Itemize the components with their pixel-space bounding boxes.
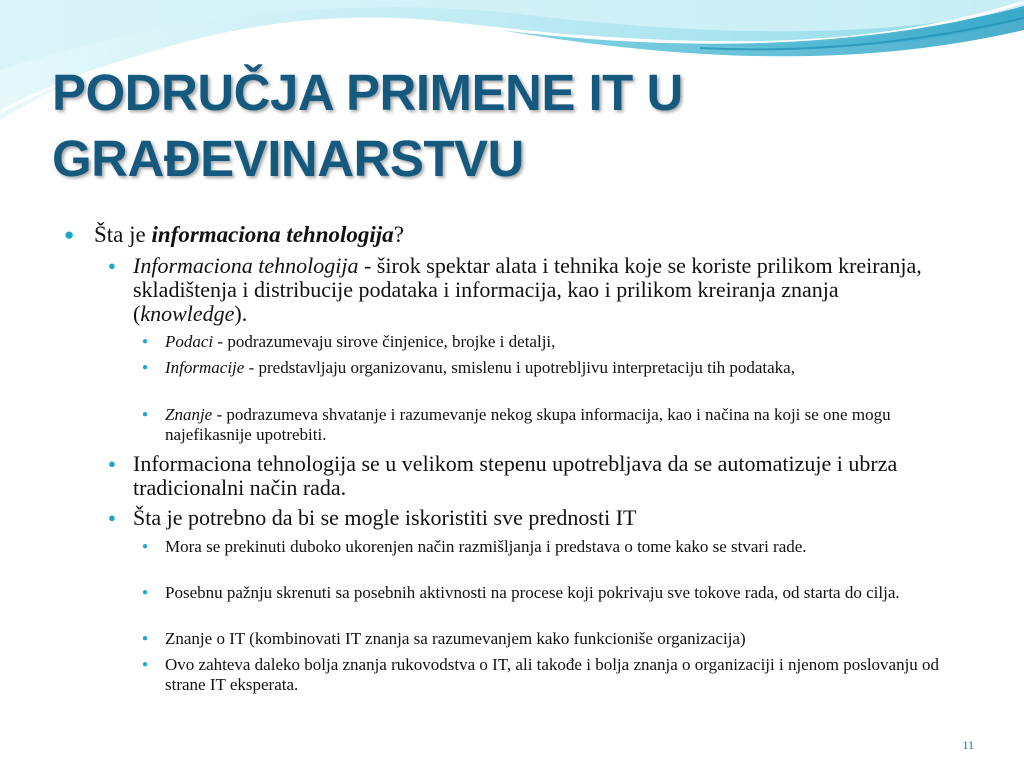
bullet-icon: ● bbox=[108, 456, 116, 471]
bullet-icon: ● bbox=[142, 362, 149, 373]
bullet-text: Ovo zahteva daleko bolja znanja rukovodstva o IT, ali takođe i bolja znanja o organizaciji i njenom poslovanju od strane IT eksperata. bbox=[165, 655, 940, 694]
bullet-text: Šta je bbox=[94, 222, 152, 247]
bullet-text: Mora se prekinuti duboko ukorenjen način razmišljanja i predstava o tome kako se stvari rade. bbox=[165, 537, 807, 556]
bullet-text: - širok spektar alata i tehnika koje se koriste prilikom kreiranja, skladištenja i distribucije podataka i informacija, kao i prilikom kreiranja znanja ( bbox=[133, 253, 922, 326]
bullet-emphasis: Informacije bbox=[165, 358, 245, 377]
bullet-icon: ● bbox=[142, 336, 149, 347]
slide-title-line-2: GRAĐEVINARSTVU bbox=[52, 130, 524, 187]
bullet-icon: ● bbox=[142, 659, 149, 670]
bullet-text: ). bbox=[234, 301, 248, 326]
page-number: 11 bbox=[962, 738, 974, 752]
bullet-emphasis: Znanje bbox=[165, 405, 213, 424]
bullet-icon: ● bbox=[108, 510, 116, 525]
bullet-emphasis: Informaciona tehnologija bbox=[133, 253, 359, 278]
bullet-icon: ● bbox=[142, 633, 149, 644]
bullet-icon: ● bbox=[64, 225, 75, 244]
bullet-emphasis: informaciona tehnologija bbox=[151, 222, 394, 247]
bullet-text: - podrazumeva shvatanje i razumevanje nekog skupa informacija, kao i načina na koji se one mogu najefikasnije upotrebiti. bbox=[165, 405, 891, 444]
bullet-text: Znanje o IT (kombinovati IT znanja sa razumevanjem kako funkcioniše organizacija) bbox=[165, 629, 746, 648]
bullet-definition bbox=[108, 254, 958, 326]
bullet-need-2 bbox=[142, 583, 962, 603]
bullet-icon: ● bbox=[142, 409, 149, 420]
bullet-emphasis: knowledge bbox=[140, 301, 235, 326]
slide-title-line-1: PODRUČJA PRIMENE IT U bbox=[52, 64, 683, 121]
bullet-need-1 bbox=[142, 537, 962, 557]
bullet-it-usage bbox=[108, 452, 958, 500]
bullet-need-3 bbox=[142, 629, 962, 649]
bullet-icon: ● bbox=[142, 541, 149, 552]
bullet-text: ? bbox=[393, 222, 404, 247]
bullet-need bbox=[108, 506, 958, 530]
bullet-what-is-it bbox=[64, 221, 964, 248]
bullet-text: Posebnu pažnju skrenuti sa posebnih aktivnosti na procese koji pokrivaju sve tokove rada, od starta do cilja. bbox=[165, 583, 900, 602]
bullet-text: - predstavljaju organizovanu, smislenu i upotrebljivu interpretaciju tih podataka, bbox=[244, 358, 795, 377]
bullet-icon: ● bbox=[142, 587, 149, 598]
bullet-informacije bbox=[142, 358, 962, 378]
bullet-znanje bbox=[142, 405, 962, 445]
slide-title bbox=[52, 60, 952, 192]
bullet-icon: ● bbox=[108, 258, 116, 273]
bullet-emphasis: Podaci bbox=[165, 332, 214, 351]
bullet-podaci bbox=[142, 332, 962, 352]
bullet-text: Šta je potrebno da bi se mogle iskoristiti sve prednosti IT bbox=[133, 505, 637, 530]
bullet-text: Informaciona tehnologija se u velikom stepenu upotrebljava da se automatizuje i ubrza tradicionalni način rada. bbox=[133, 451, 898, 500]
bullet-text: - podrazumevaju sirove činjenice, brojke i detalji, bbox=[213, 332, 556, 351]
bullet-need-4 bbox=[142, 655, 962, 695]
